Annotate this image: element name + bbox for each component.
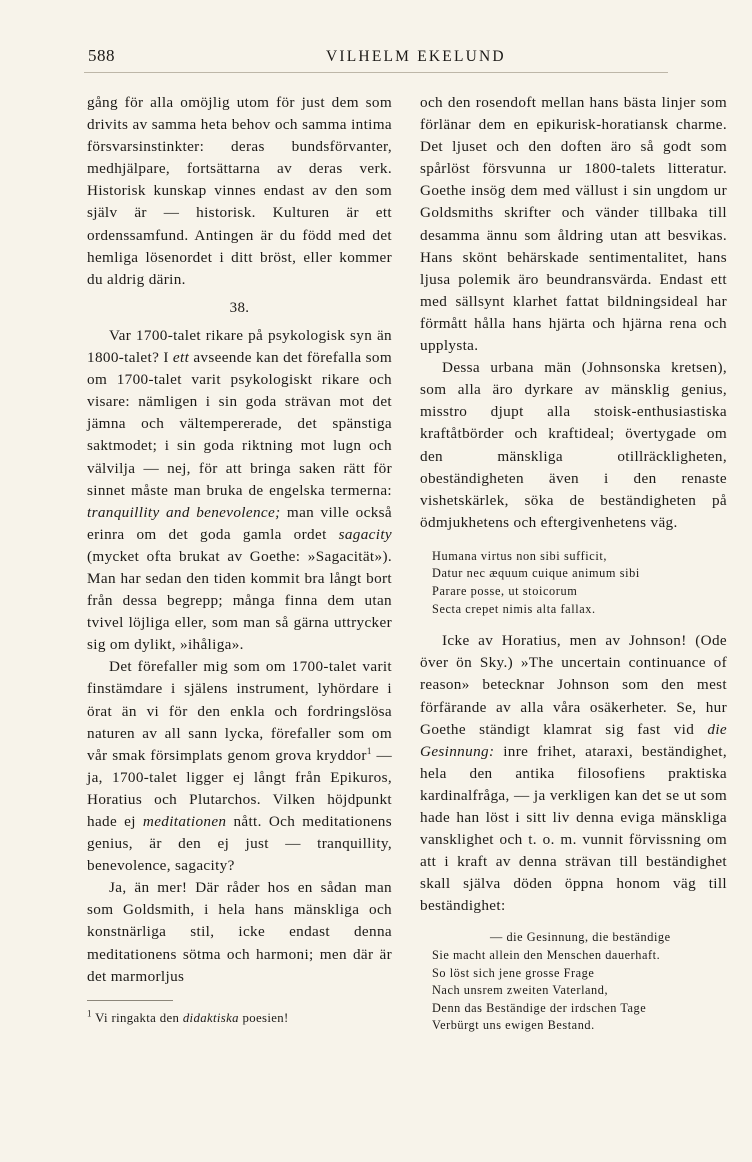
paragraph-continuation-right: och den rosendoft mellan hans bästa linjer som förlänar dem en epikurisk-horatiansk charme. Det ljuset och den doften äro så godt som spårlöst försvunna ur 1800-talets litteratur. Goethe insög dem med vällust i sin ungdom ur Goldsmiths skrifter och vänder tillbaka till desamma ännu som åldring utan att besvikas. Hans skönt behärskade sentimentalitet, hans ljusa polemik äro beundransvärda. Endast ett med sällsynt klarhet fattat bildningsideal har förmått hålla hans hjärta och hjärna rena och upplysta.: [420, 94, 727, 355]
verse-line: So löst sich jene grosse Frage: [432, 965, 595, 980]
right-column: [420, 92, 727, 1035]
paragraph-johnson-ode: Icke av Horatius, men av Johnson! (Ode över ön Sky.) »The uncertain continuance of reason» betecknar Johnson som den mest förfärande av alla våra osäkerheter. Se, hur Goethe ständigt klamrat sig fast vid die Gesinnung: inre frihet, ataraxi, beständighet, hela den antika filosofiens praktiska kardinalfråga, — ja verkligen kan det se ut som hade han löst i sitt liv denna eviga mänskliga vansklighet och t. o. m. vunnit förvissning om att i kraft av denna strävan till beständighet skall själva döden öppna honom väg till beständighet:: [420, 632, 727, 915]
footnote: $^1$ Vi ringakta den didaktiska poesien!: [87, 1008, 289, 1025]
emphasis-terms: tranquillity and benevolence;: [87, 503, 281, 521]
verse-line: Secta crepet nimis alta fallax.: [432, 601, 596, 616]
verse-line: Sie macht allein den Menschen dauerhaft.: [432, 948, 661, 963]
emphasis-ett: ett: [172, 349, 190, 367]
paragraph-38-3: Ja, än mer! Där råder hos en sådan man som Goldsmith, i hela hans mänskliga och konstnärliga stil, icke endast denna meditationens sötma och harmoni; men där är det marmorljus: [87, 879, 392, 985]
paragraph-38-2: Det förefaller mig som om 1700-talet varit finstämdare i själens instrument, lyhördare i örat än vi för den enkla och fordringslösa naturen av all sann lycka, förefaller som om vår smak försimplats genom grova kryddor$^1$ — ja, 1700-talet ligger ej långt från Epikuros, Horatius och Plutarchos. Vilken höjdpunkt hade ej meditationen nått. Och meditationens genius, är den ej just — tranquillity, benevolence, sagacity?: [87, 658, 392, 875]
verse-line: Parare posse, ut stoicorum: [432, 584, 578, 599]
german-verse: [432, 929, 727, 1035]
footnote-rule: [87, 1000, 173, 1001]
verse-line: Nach unsrem zweiten Vaterland,: [432, 983, 609, 998]
latin-verse: [432, 548, 727, 618]
verse-line: — die Gesinnung, die beständige: [490, 930, 671, 945]
running-head: VILHELM EKELUND: [326, 48, 506, 65]
section-number: 38.: [229, 299, 250, 316]
emphasis-sagacity: sagacity: [338, 525, 392, 543]
page-number: 588: [88, 46, 115, 65]
footnote-reference: 1: [366, 745, 372, 756]
verse-line: Verbürgt uns ewigen Bestand.: [432, 1018, 595, 1033]
paragraph-johnson-circle: Dessa urbana män (Johnsonska kretsen), som alla äro dyrkare av mänsklig genius, misstro djupt alla stoisk-enthusiastiska kraftåtbörder och kraftideal; övertygade om den mänskliga otillräckligheten, obeständigheten även i den renaste vishetskärlek, söka de beständigheten på ödmjukhetens och eftergivenhetens väg.: [420, 359, 727, 531]
emphasis-meditationen: meditationen: [142, 813, 227, 830]
paragraph-continuation: gång för alla omöjlig utom för just dem som drivits av samma heta behov och samma intima försvarsinstinkter: deras bundsförvanter, medhjälpare, fortsättarna av deras verk. Historisk kunskap vinnes endast av den som själv är — historisk. Kulturen är ett ordenssamfund. Antingen är du född med det hemliga lösenordet i ditt bröst, eller kommer du aldrig därin.: [87, 94, 392, 288]
emphasis-didaktiska: didaktiska: [182, 1010, 239, 1025]
verse-line: Datur nec æquum cuique animum sibi: [432, 566, 640, 581]
emphasis-gesinnung: die Gesinnung:: [420, 720, 727, 760]
verse-line: Humana virtus non sibi sufficit,: [432, 548, 608, 563]
page-header: [84, 46, 668, 73]
paragraph-38-1: Var 1700-talet rikare på psykologisk syn än 1800-talet? I ett avseende kan det förefalla som om 1700-talet varit psykologiskt rikare och visare: nämligen i sin goda strävan mot det jämna och vältempererade, det spänstiga saktmodet; i sin goda riktning mot lugn och välvilja — nej, för att bringa saken rätt för sinnet måste man bruka de engelska termerna: tranquillity and benevolence; man ville också erinra om det goda gamla ordet sagacity (mycket ofta brukat av Goethe: »Sagacität»). Man har sedan den tiden kommit bra långt bort från dessa begrepp; många finna dem utan tvivel löjliga eller, som man så gärna uttrycker sig om dylikt, »ihåliga».: [87, 326, 392, 654]
verse-line: Denn das Beständige der irdschen Tage: [432, 1000, 647, 1015]
left-column: [87, 92, 392, 1027]
